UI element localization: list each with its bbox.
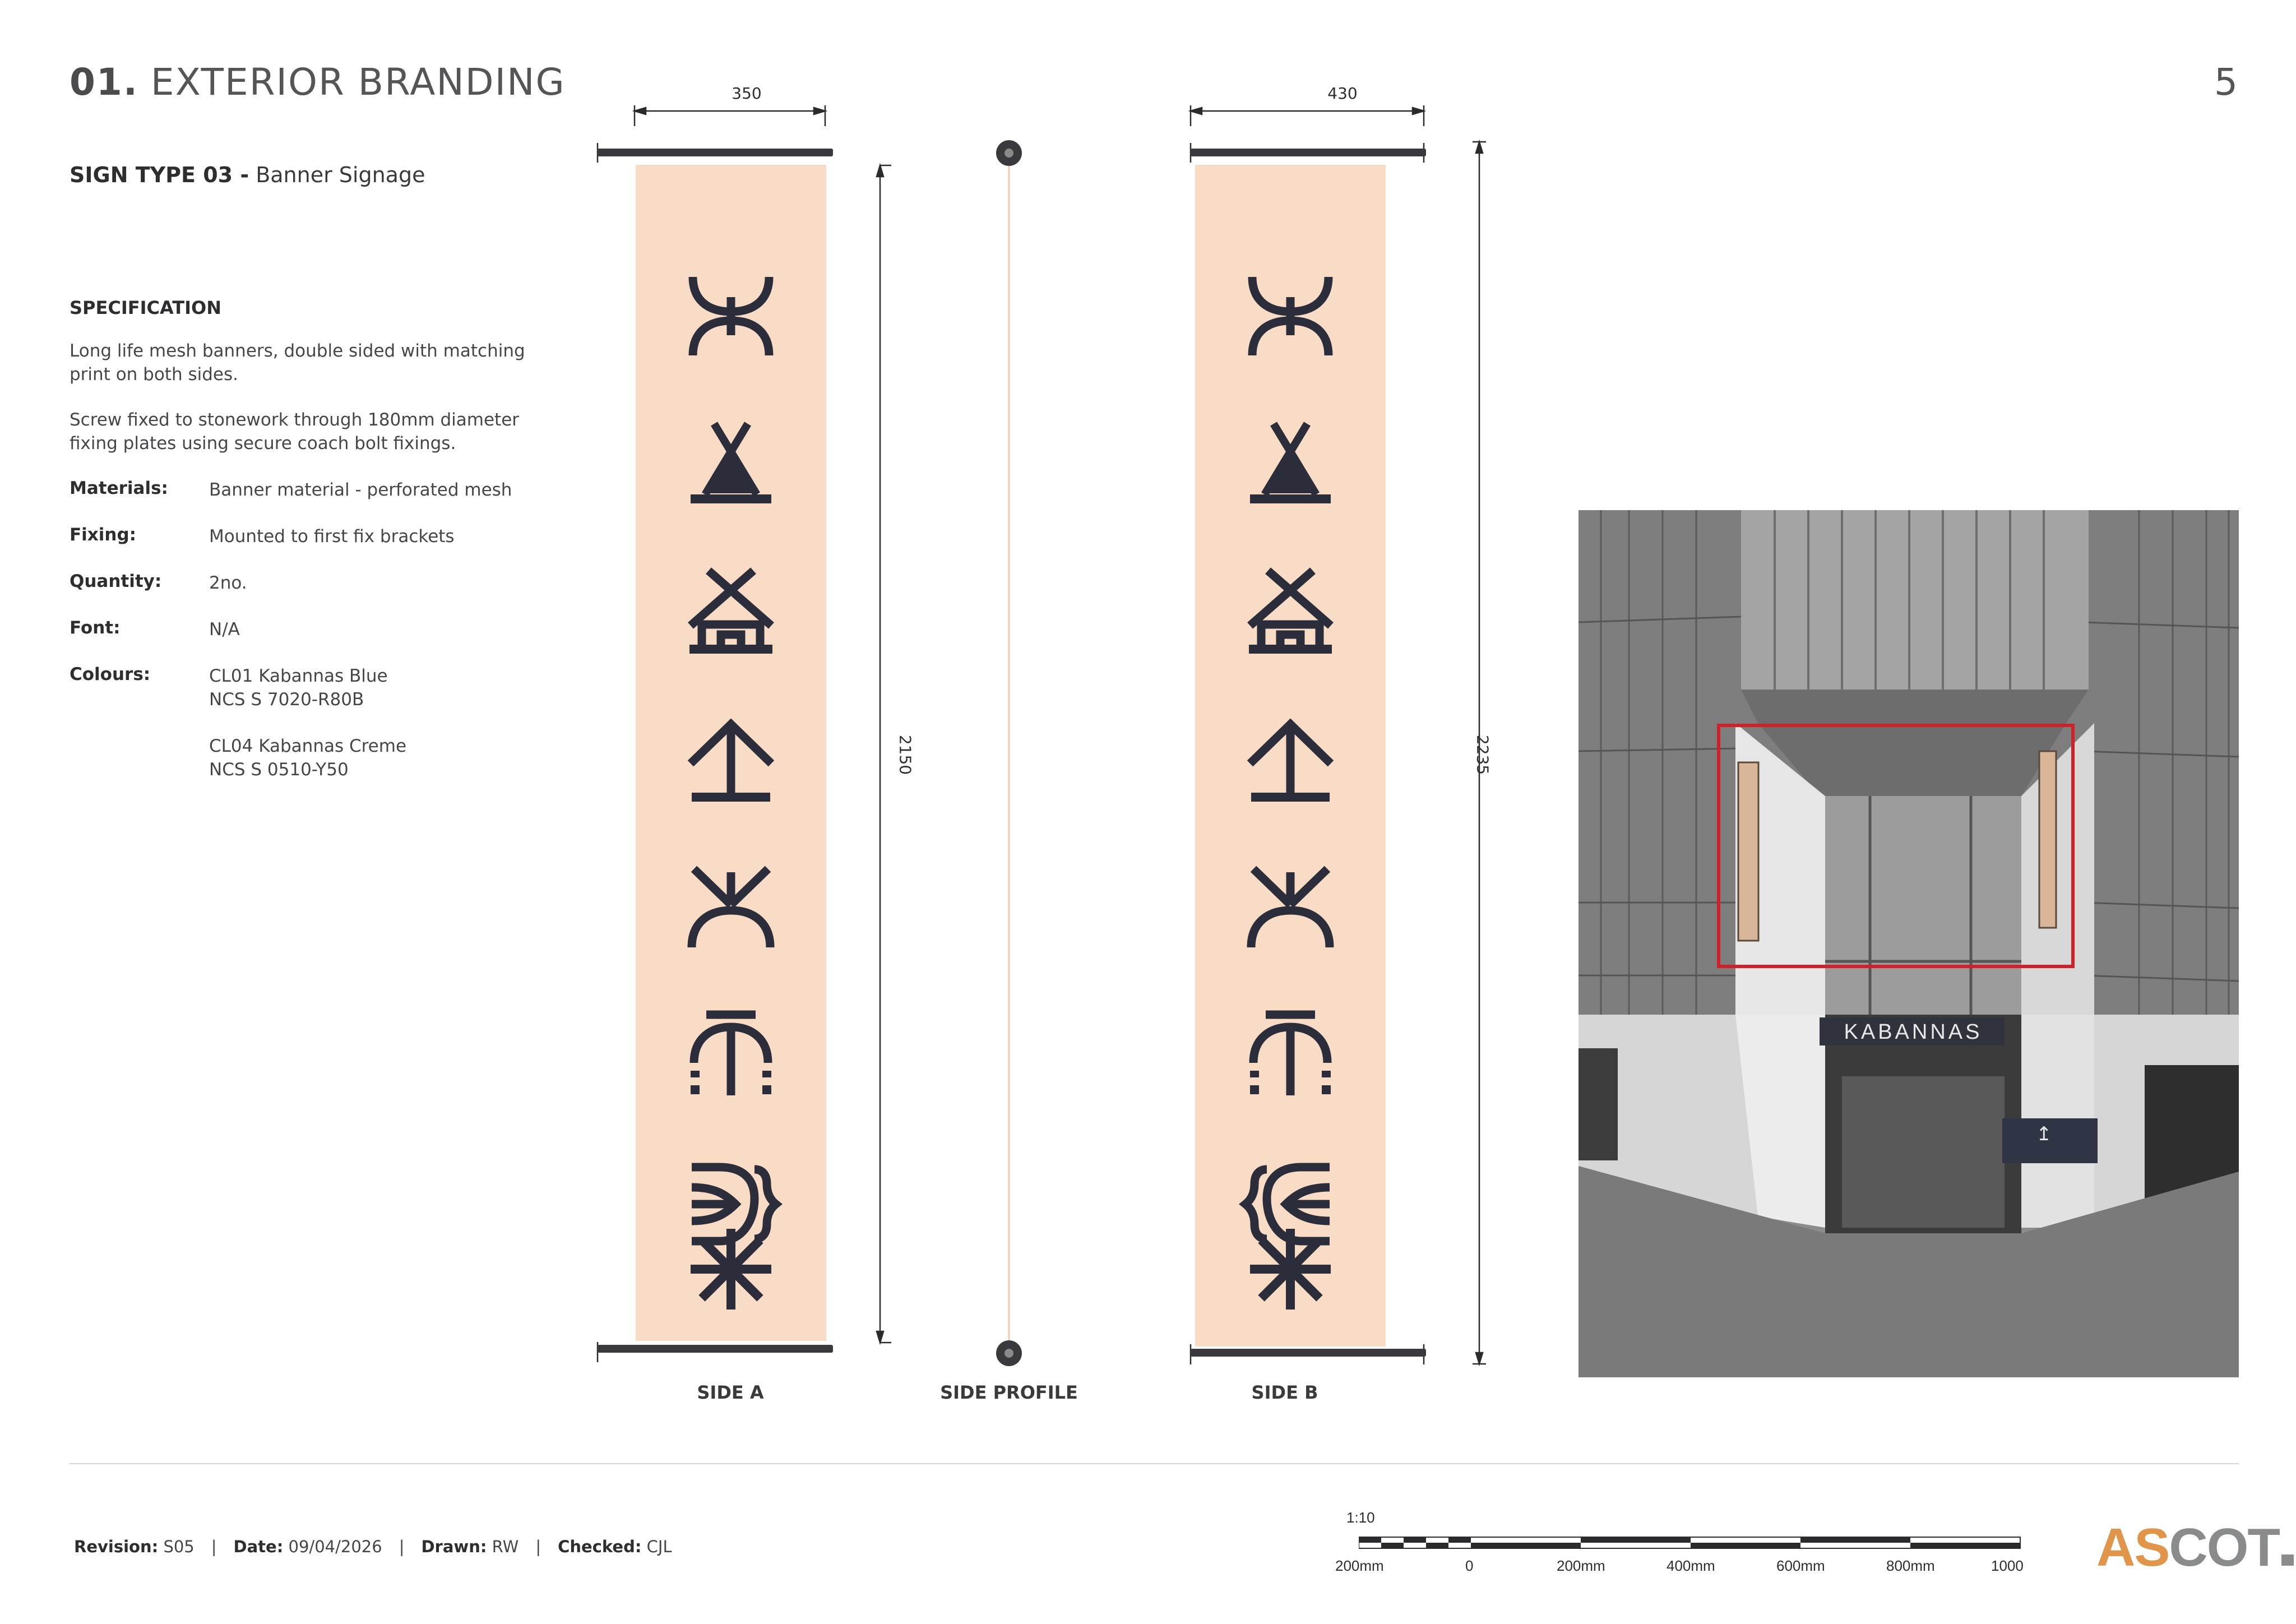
materials-value: Banner material - perforated mesh — [209, 480, 512, 500]
side-a-drawing — [594, 84, 915, 1373]
checked-value: CJL — [646, 1537, 672, 1556]
sign-type-name: Banner Signage — [256, 163, 425, 187]
revision-value: S05 — [163, 1537, 195, 1556]
fixing-label: Fixing: — [70, 525, 137, 545]
scale-bar — [1359, 1536, 2031, 1553]
date-value: 09/04/2026 — [288, 1537, 382, 1556]
side-b-label: SIDE B — [1251, 1382, 1318, 1403]
arch-glyph-icon — [693, 277, 769, 355]
scale-tick-0: 200mm — [1335, 1557, 1384, 1574]
palm-glyph-icon — [1250, 1015, 1331, 1095]
scale-ratio: 1:10 — [1346, 1509, 1375, 1526]
drawn-value: RW — [492, 1537, 519, 1556]
scale-tick-5: 800mm — [1886, 1557, 1935, 1574]
palm-glyph-icon — [691, 1015, 771, 1095]
arrow-up-glyph-icon — [691, 724, 771, 797]
tent-glyph-icon — [1250, 424, 1331, 499]
checked-label: Checked: — [558, 1537, 642, 1556]
side-profile-drawing — [987, 135, 1031, 1368]
side-b-bottom-rod — [1191, 1349, 1426, 1357]
house-glyph-icon — [689, 571, 772, 649]
font-label: Font: — [70, 618, 121, 638]
spec-paragraph-2: Screw fixed to stonework through 180mm diameter fixing plates using secure coach bolt fixings. — [70, 410, 520, 454]
logo-part-2: COT — [2169, 1517, 2279, 1577]
side-a-label: SIDE A — [697, 1382, 764, 1403]
drawn-label: Drawn: — [421, 1537, 487, 1556]
figure-glyph-icon — [692, 869, 770, 947]
logo-mark-icon — [2281, 1554, 2294, 1566]
storefront-sign-text: KABANNAS — [1844, 1020, 1983, 1044]
scale-tick-4: 600mm — [1776, 1557, 1825, 1574]
side-b-drawing — [1186, 84, 1511, 1373]
arch-glyph-icon — [1252, 277, 1328, 355]
asterisk-glyph-icon — [691, 1229, 771, 1310]
colour-2-code: NCS S 0510-Y50 — [209, 760, 349, 780]
tent-glyph-icon — [691, 424, 771, 499]
side-b-height-dim: 2235 — [1473, 734, 1492, 775]
revision-label: Revision: — [74, 1537, 159, 1556]
house-glyph-icon — [1249, 571, 1332, 649]
spec-paragraph-1: Long life mesh banners, double sided with matching print on both sides. — [70, 341, 525, 385]
footer-divider — [70, 1463, 2239, 1464]
date-label: Date: — [233, 1537, 284, 1556]
side-b-width-dim: 430 — [1327, 84, 1358, 103]
side-profile-label: SIDE PROFILE — [940, 1382, 1078, 1403]
quantity-label: Quantity: — [70, 571, 162, 591]
scale-tick-2: 200mm — [1557, 1557, 1605, 1574]
scale-tick-6: 1000 — [1991, 1557, 2024, 1574]
fixing-value: Mounted to first fix brackets — [209, 526, 455, 547]
scale-tick-1: 0 — [1465, 1557, 1474, 1574]
scale-tick-3: 400mm — [1667, 1557, 1715, 1574]
side-a-top-rod — [598, 149, 833, 156]
ascot-logo — [2096, 1517, 2294, 1579]
font-value: N/A — [209, 619, 240, 640]
side-b-icons — [1195, 165, 1386, 1347]
colour-1-name: CL01 Kabannas Blue — [209, 666, 388, 686]
side-a-width-dim: 350 — [732, 84, 762, 103]
section-number: 01. — [70, 61, 138, 104]
section-title: EXTERIOR BRANDING — [150, 61, 566, 104]
side-b-top-rod — [1191, 149, 1426, 156]
storefront-arrow-icon: ↥ — [2036, 1123, 2052, 1145]
figure-glyph-icon — [1251, 869, 1330, 947]
storefront-render — [1578, 510, 2239, 1377]
side-a-icons — [636, 165, 826, 1341]
materials-label: Materials: — [70, 478, 168, 498]
quantity-value: 2no. — [209, 573, 247, 593]
sign-type-heading — [70, 163, 425, 187]
logo-part-1: AS — [2096, 1517, 2169, 1577]
page-number: 5 — [2214, 61, 2238, 104]
colour-2-name: CL04 Kabannas Creme — [209, 736, 407, 756]
arrow-up-glyph-icon — [1250, 724, 1331, 797]
sign-type-label: SIGN TYPE 03 - — [70, 163, 249, 187]
page-title — [70, 61, 566, 104]
side-a-height-dim: 2150 — [896, 734, 915, 775]
title-block: Revision: S05 | Date: 09/04/2026 | Drawn: RW | Checked: CJL — [74, 1537, 672, 1556]
side-a-bottom-rod — [598, 1345, 833, 1353]
colour-1-code: NCS S 7020-R80B — [209, 690, 364, 710]
asterisk-glyph-icon — [1250, 1229, 1331, 1310]
colours-label: Colours: — [70, 664, 151, 684]
specification-heading: SPECIFICATION — [70, 297, 221, 318]
